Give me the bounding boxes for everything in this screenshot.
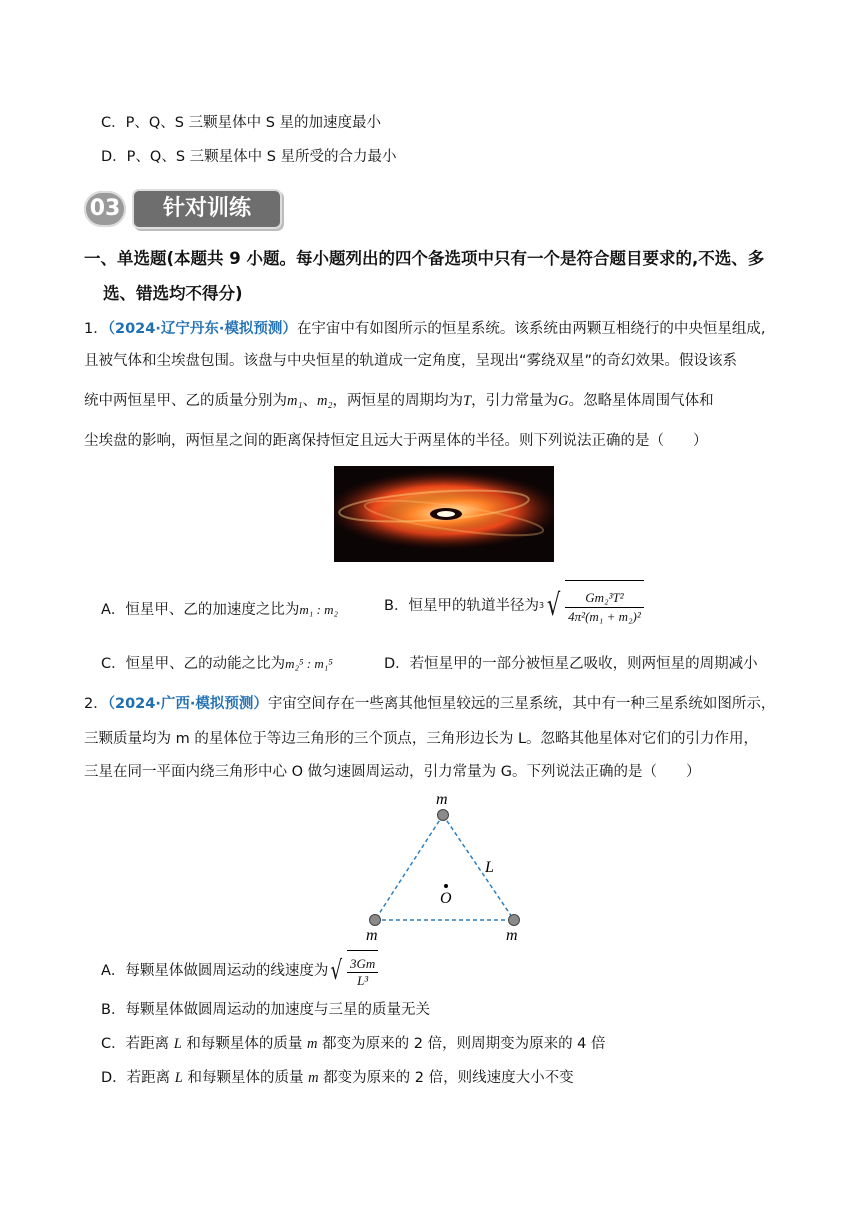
triangle-side-left (375, 815, 443, 920)
q1-option-a-expr: m₁ : m₂ (299, 602, 339, 617)
binary-star-disk-image (334, 466, 554, 562)
q2-option-b[interactable]: B．每颗星体做圆周运动的加速度与三星的质量无关 (101, 1002, 430, 1018)
q1-number: 1． (84, 321, 108, 337)
q1-line3: 统中两恒星甲、乙的质量分别为m₁、m₂，两恒星的周期均为T，引力常量为G。忽略星体周围气体和 (84, 393, 714, 409)
q2-option-a[interactable] (101, 950, 378, 990)
option-c-prev: C．P、Q、S 三颗星体中 S 星的加速度最小 (101, 115, 382, 131)
q2-option-d-part3: 都变为原来的 2 倍，则线速度大小不变 (323, 1070, 574, 1086)
label-left-m: m (366, 927, 378, 944)
label-center-O: O (440, 890, 452, 907)
q2-option-d-L: L (174, 1070, 183, 1086)
disk-illustration (334, 466, 554, 562)
q1-option-c-expr: m₂⁵ : m₁⁵ (285, 656, 333, 671)
q1-option-c[interactable] (101, 648, 333, 680)
part-heading-line1: 一、单选题(本题共 9 小题。每小题列出的四个备选项中只有一个是符合题目要求的,不选、多 (84, 249, 765, 268)
q1-option-a-text: A．恒星甲、乙的加速度之比为 (101, 602, 300, 618)
three-star-triangle-diagram (360, 790, 540, 945)
q1-option-b-denominator: 4π²(m₁ + m₂)² (568, 608, 641, 624)
q2-number: 2． (84, 696, 108, 712)
q1-option-b-root (565, 580, 644, 632)
star-right (509, 915, 520, 926)
q2-option-a-root (347, 950, 378, 992)
q2-option-d-part1: D．若距离 (101, 1070, 171, 1086)
q1-m1: m₁ (287, 393, 303, 409)
section-number: 03 (84, 191, 126, 227)
q1-option-d[interactable]: D．若恒星甲的一部分被恒星乙吸收，则两恒星的周期减小 (384, 656, 758, 672)
q1-line4: 尘埃盘的影响，两恒星之间的距离保持恒定且远大于两星体的半径。则下列说法正确的是（ ） (84, 433, 708, 449)
star-top (438, 810, 449, 821)
q1-T: T (463, 393, 472, 409)
q1-option-a[interactable] (101, 594, 338, 626)
star-left (370, 915, 381, 926)
q1-m2: m₂ (317, 393, 333, 409)
q1-line3b: ，两恒星的周期均为 (332, 393, 464, 409)
q1-option-b-numerator: Gm₂³T² (565, 589, 644, 608)
q1-line2: 且被气体和尘埃盘包围。该盘与中央恒星的轨道成一定角度，呈现出“雾绕双星”的奇幻效果。假设该系 (84, 353, 738, 369)
q2-option-c-m: m (307, 1036, 318, 1052)
q2-option-c[interactable] (101, 1028, 606, 1060)
q1-line3d: 。忽略星体周围气体和 (568, 393, 714, 409)
q2-option-d-m: m (308, 1070, 319, 1086)
radical-icon: √ (330, 956, 343, 986)
q2-option-a-text: A．每颗星体做圆周运动的线速度为 (101, 963, 329, 979)
q1-line1 (84, 313, 765, 345)
q2-line1 (84, 688, 775, 720)
part-heading-line2: 选、错选均不得分) (103, 284, 243, 303)
q2-line2: 三颗质量均为 m 的星体位于等边三角形的三个顶点，三角形边长为 L。忽略其他星体对它们的引力作用， (84, 731, 759, 747)
label-side-L: L (485, 859, 494, 876)
q1-line3c: ，引力常量为 (471, 393, 559, 409)
q2-option-d-part2: 和每颗星体的质量 (187, 1070, 304, 1086)
q1-text: 在宇宙中有如图所示的恒星系统。该系统由两颗互相绕行的中央恒星组成, (296, 321, 766, 337)
q2-option-c-part3: 都变为原来的 2 倍，则周期变为原来的 4 倍 (322, 1036, 606, 1052)
section-badge (84, 189, 284, 229)
q1-G: G (558, 393, 569, 409)
q1-option-c-text: C．恒星甲、乙的动能之比为 (101, 656, 286, 672)
q1-source: （2024·辽宁丹东·模拟预测） (107, 321, 297, 337)
q2-option-c-part1: C．若距离 (101, 1036, 170, 1052)
center-point (444, 884, 448, 888)
q2-line3: 三星在同一平面内绕三角形中心 O 做匀速圆周运动，引力常量为 G。下列说法正确的是（ ） (84, 764, 701, 780)
q1-line3a: 统中两恒星甲、乙的质量分别为 (84, 393, 287, 409)
label-top-m: m (436, 791, 448, 808)
triangle-side-right (443, 815, 514, 920)
section-title: 针对训练 (132, 189, 282, 229)
radical-icon: √ (546, 588, 561, 623)
q2-option-a-numerator: 3Gm (347, 956, 378, 973)
q2-option-c-L: L (173, 1036, 182, 1052)
q2-text: 宇宙空间存在一些离其他恒星较远的三星系统，其中有一种三星系统如图所示， (267, 696, 776, 712)
label-right-m: m (506, 927, 518, 944)
q1-option-b[interactable]: B．恒星甲的轨道半径为$^3$√ $\frac{\text{Gm₂³T²}}{\text{4π²(m₁ + m₂)²}}$ (384, 580, 644, 630)
q2-option-d[interactable] (101, 1062, 574, 1094)
q2-option-c-part2: 和每颗星体的质量 (186, 1036, 303, 1052)
q1-option-b-text: B．恒星甲的轨道半径为 (384, 598, 539, 614)
q2-option-a-denominator: L³ (357, 972, 369, 988)
q2-source: （2024·广西·模拟预测） (107, 696, 268, 712)
option-d-prev: D．P、Q、S 三颗星体中 S 星所受的合力最小 (101, 149, 397, 165)
